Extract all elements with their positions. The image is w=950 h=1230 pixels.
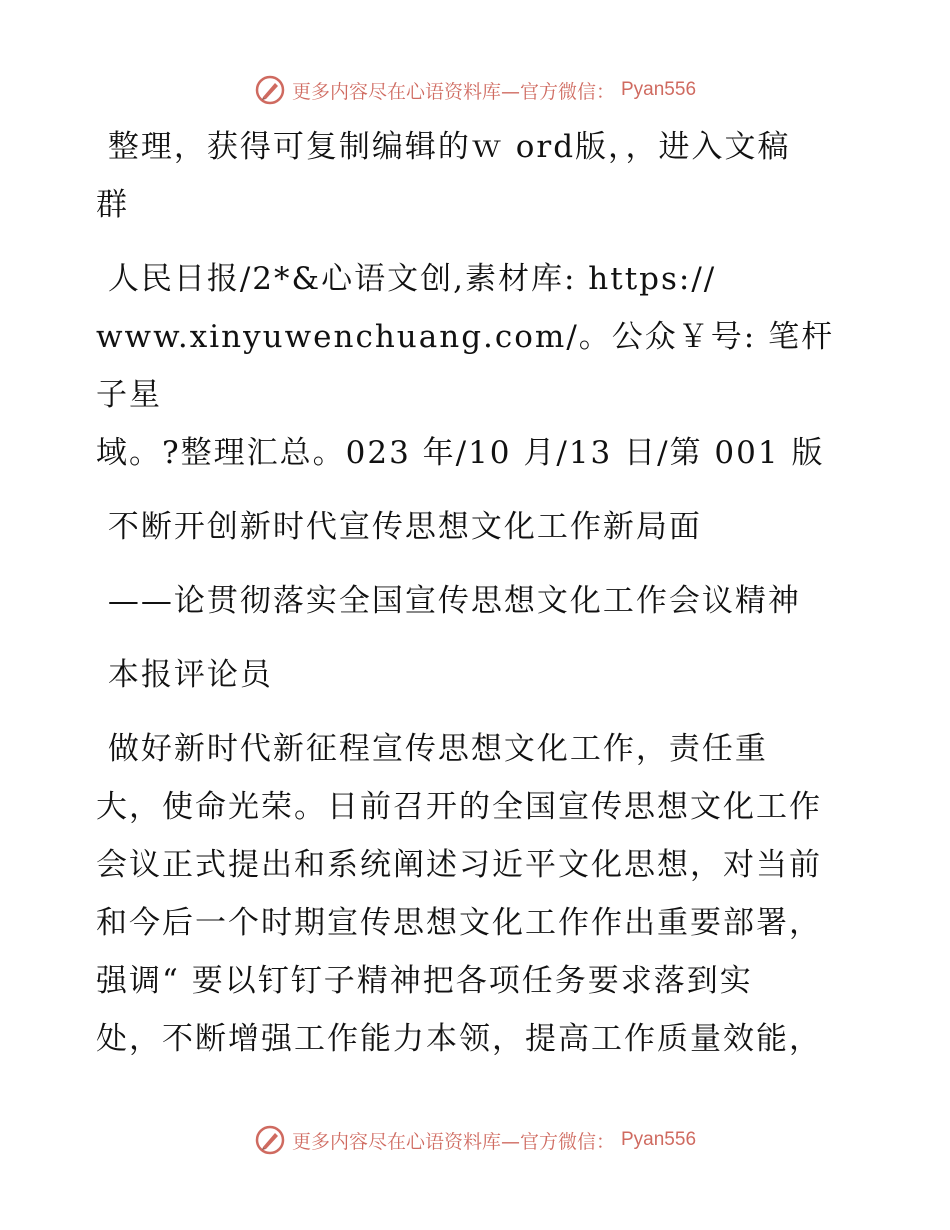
watermark-text: 更多内容尽在心语资料库—官方微信： [291,80,615,103]
footer-watermark [0,1124,950,1156]
article-subtitle: ——论贯彻落实全国宣传思想文化工作会议精神 [96,583,801,619]
document-body [96,118,856,1068]
article-title: 不断开创新时代宣传思想文化工作新局面 [96,509,702,545]
article-author: 本报评论员 [96,657,273,693]
source-info: 人民日报/2*&心语文创,素材库: https:// www.xinyuwenchuang.com/。公众￥号: 笔杆子星 域。?整理汇总。023 年/10 月/13 日/第 001 版 [96,261,835,471]
intro-line: 整理，获得可复制编辑的ｗ ord版，，进入文稿 群 [96,129,791,223]
body-paragraph: 做好新时代新征程宣传思想文化工作，责任重 大，使命光荣。日前召开的全国宣传思想文化工作 会议正式提出和系统阐述习近平文化思想，对当前 和今后一个时期宣传思想文化工作作出重要部署， 强调“ 要以钉钉子精神把各项任务要求落到实 处，不断增强工作能力本领，提高工作质量效能， [96,731,822,1057]
header-watermark [0,74,950,106]
pen-logo-icon [254,1124,286,1156]
watermark-text: 更多内容尽在心语资料库—官方微信： [291,1130,615,1153]
watermark-id: Pyan556 [621,79,697,100]
watermark-id: Pyan556 [621,1129,697,1150]
pen-logo-icon [254,74,286,106]
